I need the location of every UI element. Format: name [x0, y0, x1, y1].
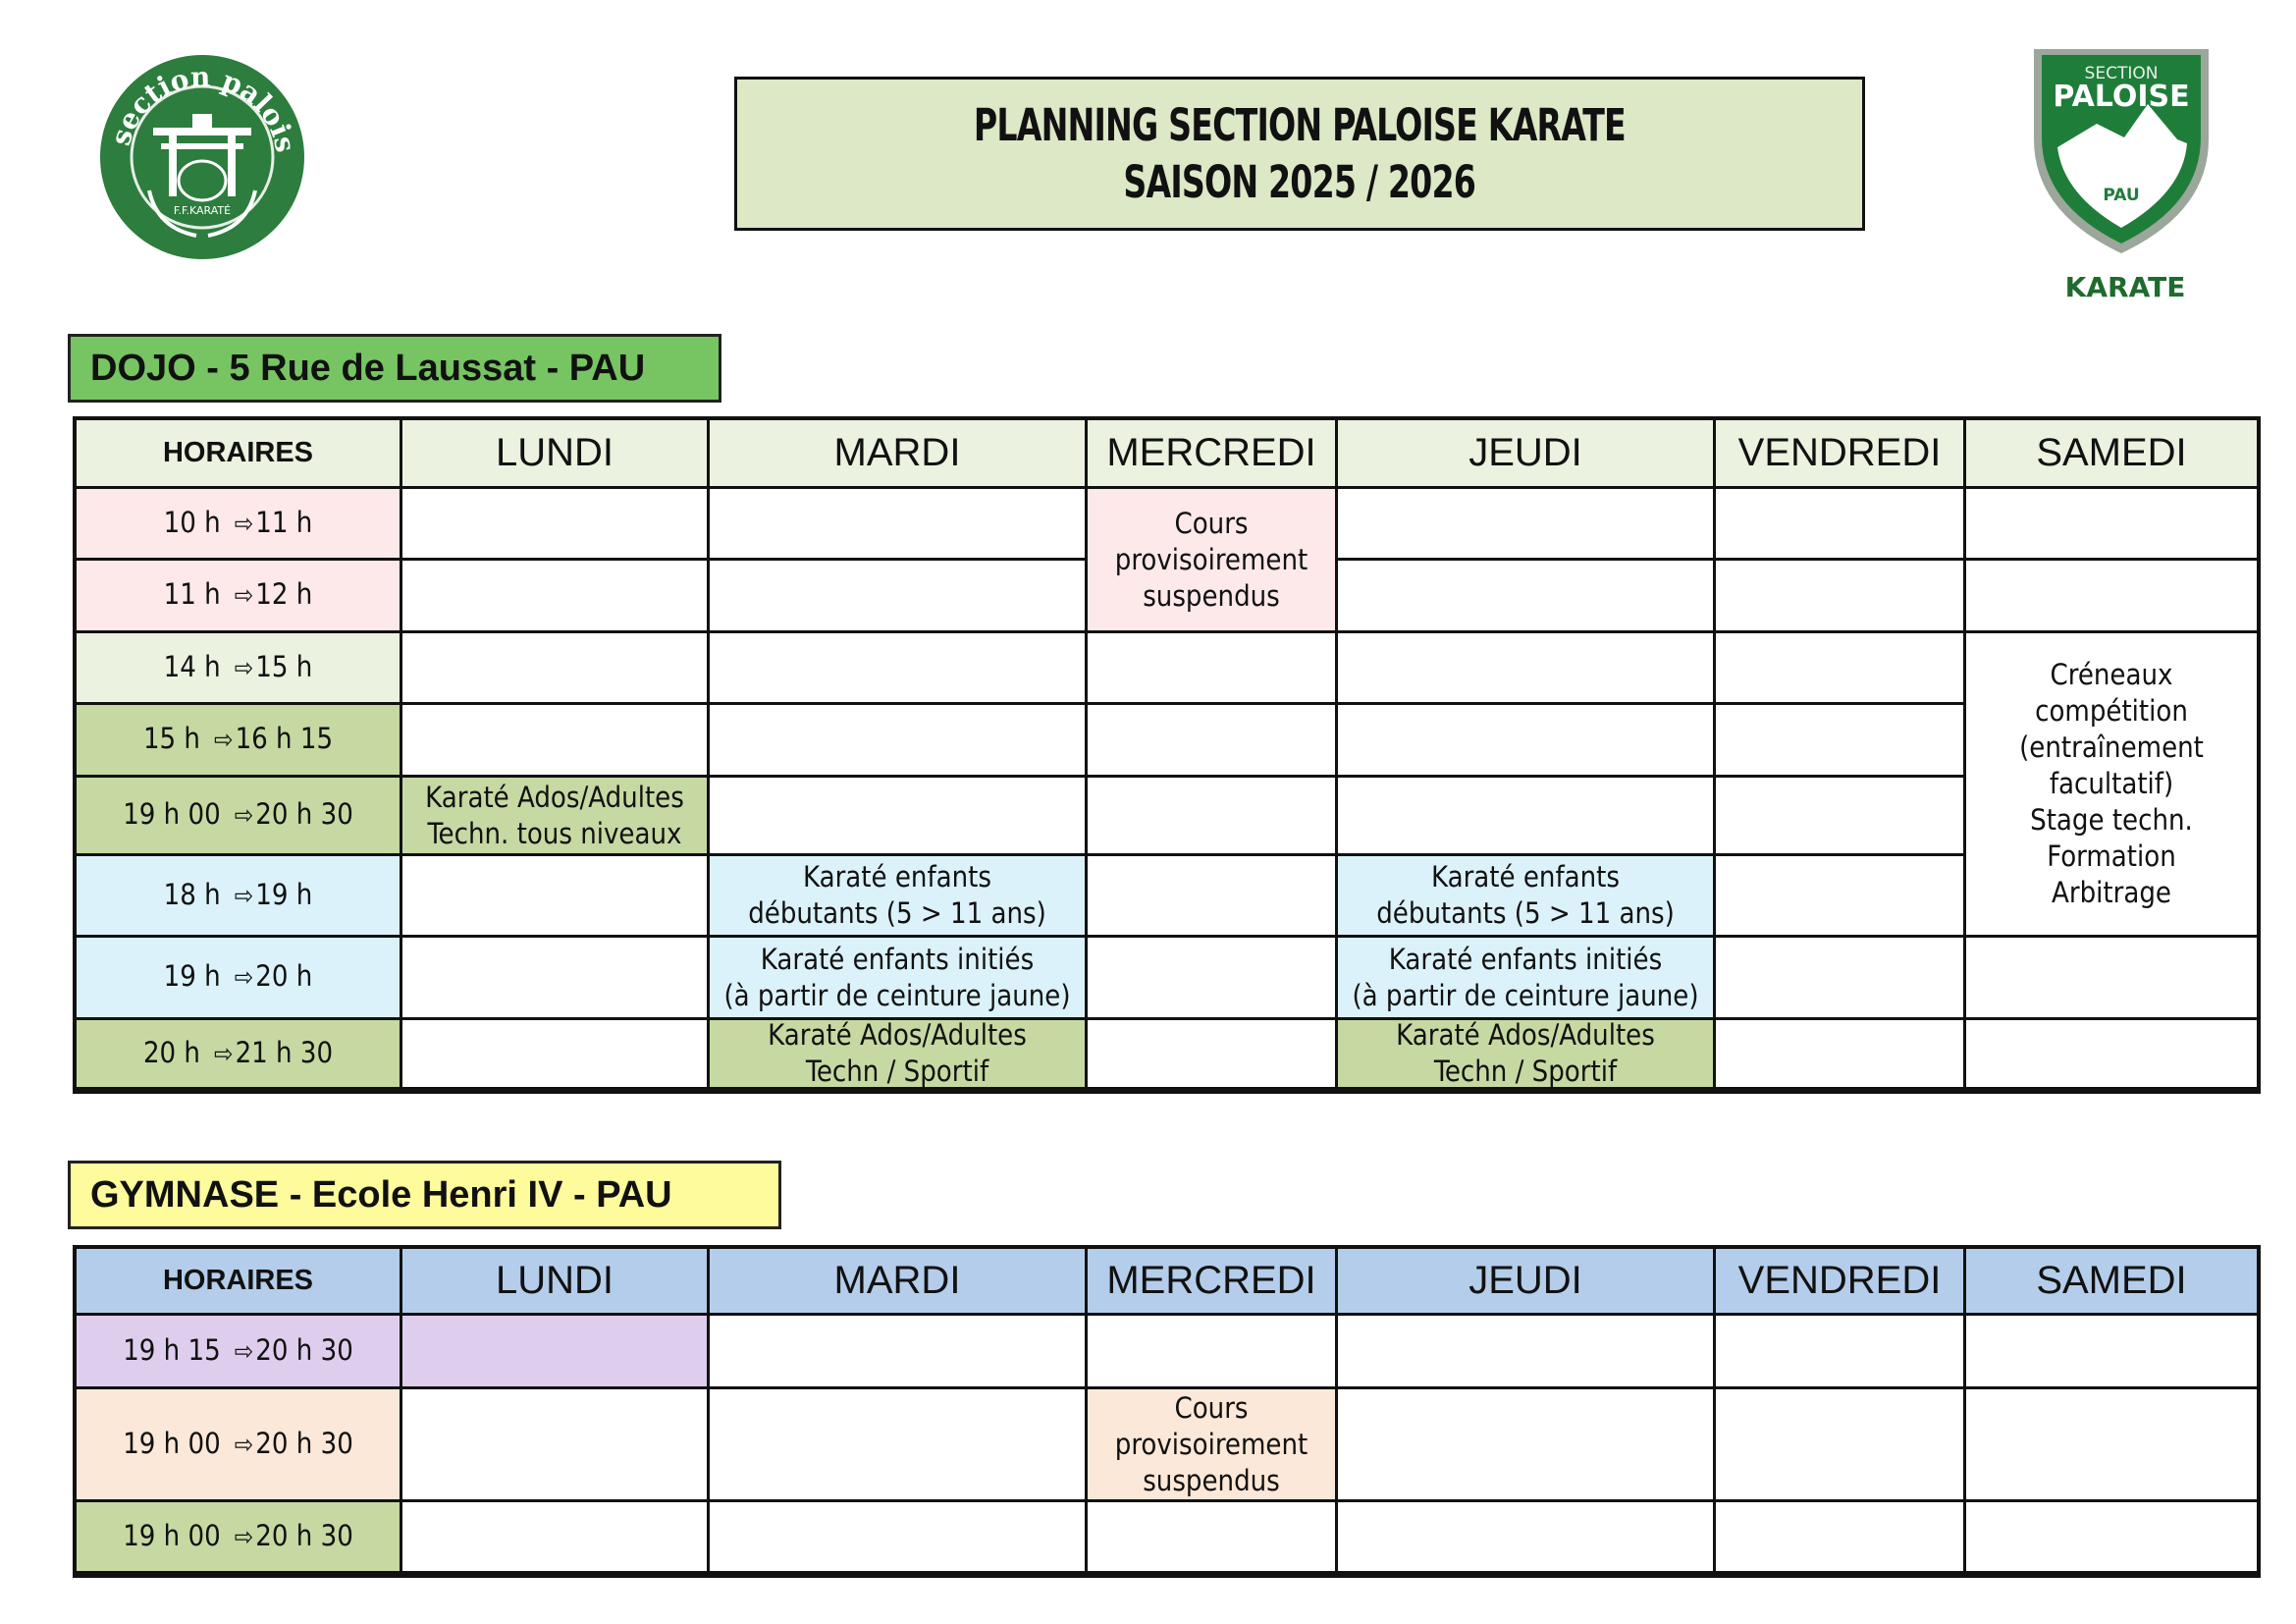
- dojo-header-mercredi: [1088, 420, 1338, 489]
- empty-cell: [1088, 1316, 1338, 1389]
- mardi-enfants-debutants-line: Karaté enfants: [803, 860, 991, 893]
- empty-cell: [402, 1502, 710, 1574]
- dojo-time-slot: [77, 938, 402, 1020]
- mercredi-cours-suspendus-line: provisoirement: [1114, 542, 1308, 576]
- time-from: 19 h 00: [123, 797, 221, 831]
- time-to: 12 h: [255, 577, 313, 611]
- time-range: [164, 576, 313, 615]
- dojo-time-slot: [77, 633, 402, 705]
- empty-cell: [1716, 1316, 1966, 1389]
- right-arrow-icon: ⇨: [234, 1430, 254, 1460]
- mardi-karate-ados-line: Techn / Sportif: [805, 1055, 989, 1088]
- time-to: 16 h 15: [235, 722, 334, 755]
- jeudi-enfants-debutants-line: Karaté enfants: [1431, 860, 1620, 893]
- section-paloise-shield-logo: [2028, 45, 2215, 256]
- header-label: JEUDI: [1468, 431, 1582, 474]
- right-arrow-icon: ⇨: [213, 1039, 234, 1069]
- empty-cell: [710, 1502, 1088, 1574]
- shield-text-pau: PAU: [2103, 186, 2140, 205]
- samedi-creneaux-competition-line: (entraînement: [2019, 731, 2204, 764]
- dojo-time-slot: [77, 705, 402, 778]
- samedi-creneaux-competition: [1966, 633, 2257, 938]
- empty-cell: [1338, 778, 1716, 856]
- time-to: 20 h 30: [255, 797, 353, 831]
- empty-cell: [1088, 705, 1338, 778]
- time-to: 20 h 30: [255, 1332, 353, 1367]
- time-to: 20 h 30: [255, 1426, 353, 1460]
- mardi-karate-ados-line: Karaté Ados/Adultes: [768, 1018, 1027, 1052]
- empty-cell: [1088, 633, 1338, 705]
- dojo-section-label: [68, 334, 721, 403]
- empty-cell: [402, 489, 710, 561]
- empty-cell: [1088, 938, 1338, 1020]
- time-range: [123, 796, 353, 835]
- time-to: 20 h: [255, 959, 313, 993]
- samedi-creneaux-competition-line: compétition: [2035, 694, 2188, 728]
- header-label: JEUDI: [1468, 1259, 1582, 1302]
- empty-cell: [1716, 561, 1966, 633]
- dojo-header-samedi: [1966, 420, 2257, 489]
- empty-cell: [1966, 1316, 2257, 1389]
- empty-cell: [710, 1389, 1088, 1502]
- time-from: 10 h: [163, 505, 221, 539]
- empty-cell: [1338, 1316, 1716, 1389]
- right-arrow-icon: ⇨: [234, 963, 254, 993]
- empty-cell: [402, 856, 710, 938]
- gym-header-mardi: [710, 1249, 1088, 1316]
- section-paloise-round-logo: [98, 53, 306, 261]
- empty-cell: [1088, 1020, 1338, 1090]
- right-arrow-icon: ⇨: [234, 881, 254, 911]
- empty-cell: [402, 705, 710, 778]
- right-arrow-icon: ⇨: [234, 509, 254, 539]
- gym-time-slot: [77, 1316, 402, 1389]
- mercredi-cours-suspendus-line: Cours: [1174, 506, 1249, 540]
- time-from: 11 h: [163, 577, 221, 611]
- svg-text:F.F.KARATÉ: F.F.KARATÉ: [173, 204, 232, 217]
- season-subtitle: SAISON 2025 / 2026: [1123, 155, 1476, 208]
- mardi-enfants-debutants-line: débutants (5 > 11 ans): [748, 896, 1046, 930]
- mercredi-cours-suspendus-line: suspendus: [1143, 578, 1280, 613]
- empty-cell: [710, 633, 1088, 705]
- empty-cell: [710, 489, 1088, 561]
- empty-cell: [1716, 705, 1966, 778]
- empty-cell: [1716, 1020, 1966, 1090]
- empty-cell: [710, 705, 1088, 778]
- header-label: MERCREDI: [1106, 1259, 1316, 1302]
- mardi-enfants-inities-line: (à partir de ceinture jaune): [723, 978, 1071, 1012]
- gym-schedule-table: [73, 1245, 2261, 1578]
- right-arrow-icon: ⇨: [213, 726, 234, 755]
- mardi-enfants-inities: [710, 938, 1088, 1020]
- dojo-header-jeudi: [1338, 420, 1716, 489]
- jeudi-karate-ados-line: Techn / Sportif: [1433, 1055, 1618, 1088]
- time-from: 19 h 00: [123, 1426, 221, 1460]
- empty-cell: [1966, 561, 2257, 633]
- header-label: HORAIRES: [162, 437, 314, 468]
- empty-cell: [402, 561, 710, 633]
- header-label: SAMEDI: [2036, 431, 2187, 474]
- time-range: [164, 958, 313, 997]
- empty-cell: [1088, 778, 1338, 856]
- header-label: MARDI: [833, 1259, 961, 1302]
- gym-header-samedi: [1966, 1249, 2257, 1316]
- gym-mercredi-cours-suspendus-line: suspendus: [1143, 1463, 1280, 1497]
- dojo-header-horaires: [77, 420, 402, 489]
- time-range: [123, 1426, 353, 1464]
- mardi-enfants-inities-line: Karaté enfants initiés: [760, 942, 1035, 976]
- samedi-creneaux-competition-line: Arbitrage: [2052, 876, 2171, 909]
- empty-cell: [710, 1316, 1088, 1389]
- empty-cell: [1088, 856, 1338, 938]
- samedi-creneaux-competition-line: Formation: [2047, 839, 2176, 873]
- mardi-enfants-debutants: [710, 856, 1088, 938]
- empty-cell: [1716, 489, 1966, 561]
- lundi-karate-ados-line: Karaté Ados/Adultes: [425, 780, 684, 814]
- right-arrow-icon: ⇨: [234, 653, 254, 683]
- time-from: 19 h: [163, 959, 221, 993]
- dojo-header-mardi: [710, 420, 1088, 489]
- page-title: PLANNING SECTION PALOISE KARATE: [973, 98, 1627, 151]
- empty-cell: [1716, 1502, 1966, 1574]
- header-label: MERCREDI: [1106, 431, 1316, 474]
- time-from: 19 h 00: [123, 1518, 221, 1552]
- lundi-karate-ados: [402, 778, 710, 856]
- time-range: [164, 649, 313, 687]
- time-range: [143, 1035, 333, 1073]
- time-range: [123, 1332, 353, 1371]
- jeudi-enfants-inities-line: Karaté enfants initiés: [1388, 942, 1663, 976]
- karate-label: KARATE: [2064, 271, 2186, 303]
- dojo-schedule-table: [73, 416, 2261, 1094]
- time-from: 19 h 15: [123, 1332, 221, 1367]
- mercredi-cours-suspendus: [1088, 489, 1338, 633]
- empty-cell: [710, 778, 1088, 856]
- gym-time-slot: [77, 1502, 402, 1574]
- shield-text-section: SECTION: [2084, 64, 2159, 83]
- header-label: LUNDI: [495, 1259, 614, 1302]
- right-arrow-icon: ⇨: [234, 801, 254, 831]
- dojo-time-slot: [77, 561, 402, 633]
- right-arrow-icon: ⇨: [234, 1522, 254, 1552]
- right-arrow-icon: ⇨: [234, 1336, 254, 1367]
- empty-cell: [1966, 1389, 2257, 1502]
- empty-cell: [1088, 1502, 1338, 1574]
- empty-cell: [1716, 778, 1966, 856]
- right-arrow-icon: ⇨: [234, 581, 254, 611]
- gym-label-text: GYMNASE - Ecole Henri IV - PAU: [90, 1173, 672, 1216]
- jeudi-enfants-debutants: [1338, 856, 1716, 938]
- samedi-creneaux-competition-line: Créneaux: [2050, 658, 2173, 691]
- header-label: SAMEDI: [2036, 1259, 2187, 1302]
- time-range: [164, 505, 313, 543]
- dojo-time-slot: [77, 778, 402, 856]
- gym-time-slot: [77, 1389, 402, 1502]
- empty-cell: [1338, 705, 1716, 778]
- dojo-time-slot: [77, 1020, 402, 1090]
- mardi-karate-ados: [710, 1020, 1088, 1090]
- empty-cell: [402, 633, 710, 705]
- dojo-header-lundi: [402, 420, 710, 489]
- gym-section-label: [68, 1161, 781, 1229]
- shield-text-paloise: PALOISE: [2053, 80, 2190, 114]
- time-from: 15 h: [142, 722, 200, 755]
- empty-cell: [1716, 856, 1966, 938]
- gym-header-mercredi: [1088, 1249, 1338, 1316]
- header-label: LUNDI: [495, 431, 614, 474]
- empty-cell: [1966, 1502, 2257, 1574]
- gym-header-lundi: [402, 1249, 710, 1316]
- time-range: [164, 877, 313, 915]
- header-label: HORAIRES: [162, 1265, 314, 1296]
- jeudi-karate-ados: [1338, 1020, 1716, 1090]
- jeudi-enfants-debutants-line: débutants (5 > 11 ans): [1376, 896, 1675, 930]
- svg-text:section paloise: section palois: [104, 60, 302, 155]
- empty-cell: [1338, 1502, 1716, 1574]
- time-to: 19 h: [255, 877, 313, 911]
- header-label: VENDREDI: [1737, 431, 1942, 474]
- empty-cell: [1966, 489, 2257, 561]
- samedi-creneaux-competition-line: facultatif): [2049, 767, 2174, 800]
- empty-cell: [1338, 489, 1716, 561]
- empty-cell: [402, 1020, 710, 1090]
- dojo-header-vendredi: [1716, 420, 1966, 489]
- dojo-label-text: DOJO - 5 Rue de Laussat - PAU: [90, 347, 646, 389]
- empty-cell: [1338, 561, 1716, 633]
- time-from: 14 h: [163, 649, 221, 683]
- time-to: 11 h: [255, 505, 313, 539]
- empty-cell: [1716, 633, 1966, 705]
- header-label: MARDI: [833, 431, 961, 474]
- lundi-karate-ados-line: Techn. tous niveaux: [427, 816, 682, 850]
- empty-cell: [402, 1389, 710, 1502]
- empty-cell: [1716, 1389, 1966, 1502]
- gym-mercredi-cours-suspendus: [1088, 1389, 1338, 1502]
- dojo-time-slot: [77, 856, 402, 938]
- jeudi-karate-ados-line: Karaté Ados/Adultes: [1396, 1018, 1655, 1052]
- gym-mercredi-cours-suspendus-line: Cours: [1174, 1390, 1249, 1425]
- time-from: 18 h: [163, 877, 221, 911]
- empty-cell: [402, 938, 710, 1020]
- empty-cell: [1338, 1389, 1716, 1502]
- time-range: [123, 1518, 353, 1556]
- time-to: 20 h 30: [255, 1518, 353, 1552]
- empty-cell: [1966, 938, 2257, 1020]
- gym-header-horaires: [77, 1249, 402, 1316]
- jeudi-enfants-inities: [1338, 938, 1716, 1020]
- dojo-time-slot: [77, 489, 402, 561]
- samedi-creneaux-competition-line: Stage techn.: [2030, 803, 2193, 837]
- time-range: [143, 721, 333, 759]
- time-to: 21 h 30: [235, 1035, 334, 1069]
- gym-mercredi-cours-suspendus-line: provisoirement: [1114, 1427, 1308, 1461]
- empty-cell: [710, 561, 1088, 633]
- empty-cell: [1966, 1020, 2257, 1090]
- empty-cell: [1338, 633, 1716, 705]
- time-from: 20 h: [142, 1035, 200, 1069]
- time-to: 15 h: [255, 649, 313, 683]
- gym-header-jeudi: [1338, 1249, 1716, 1316]
- jeudi-enfants-inities-line: (à partir de ceinture jaune): [1352, 978, 1699, 1012]
- gym-lundi-slot: [402, 1316, 710, 1389]
- empty-cell: [1716, 938, 1966, 1020]
- page-title-box: [734, 77, 1865, 231]
- header-label: VENDREDI: [1737, 1259, 1942, 1302]
- gym-header-vendredi: [1716, 1249, 1966, 1316]
